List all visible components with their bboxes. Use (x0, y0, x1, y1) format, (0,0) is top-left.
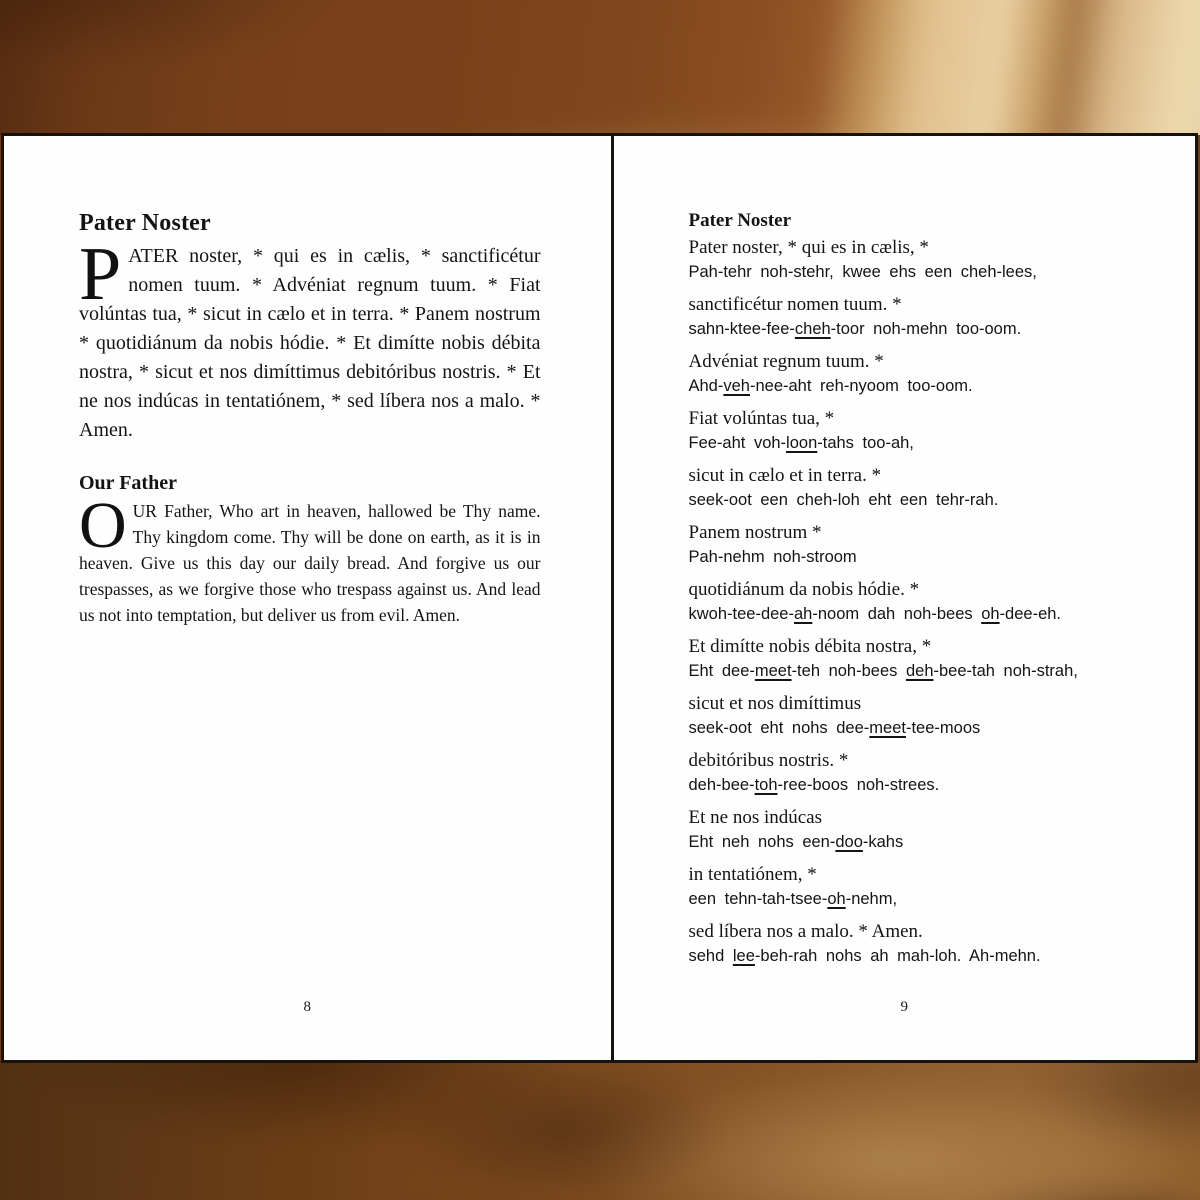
drop-cap-letter: P (79, 232, 122, 316)
verse-pair (689, 748, 1151, 798)
phonetic-segment: deh-bee- (688, 776, 755, 794)
phonetic-segment: -tee-moos (905, 719, 981, 737)
verse-pair (689, 292, 1151, 342)
phonetic-segment: Pah-nehm noh-stroom (688, 548, 857, 566)
phonetic-segment: -dee-eh. (999, 605, 1062, 623)
phonetic-segment: Eht neh nohs een- (688, 833, 836, 851)
stressed-syllable: oh (981, 605, 1000, 623)
stressed-syllable: loon (786, 434, 818, 452)
verse-latin-line: debitóribus nostris. * (688, 750, 849, 771)
phonetic-segment: kwoh-tee-dee- (688, 605, 794, 623)
phonetic-segment: -nehm, (845, 890, 898, 908)
phonetic-segment: -nee-aht reh-nyoom too-oom. (749, 377, 973, 395)
page-number-right: 9 (900, 999, 908, 1015)
english-prayer-heading: Our Father (79, 472, 177, 494)
wood-texture (0, 0, 1200, 135)
drop-cap-letter: O (79, 489, 127, 562)
verse-phonetic-line (689, 602, 1151, 627)
stressed-syllable: oh (827, 890, 846, 908)
verse-phonetic-line (689, 431, 1151, 456)
wood-table-background-bottom (0, 1061, 1200, 1200)
stressed-syllable: cheh (794, 320, 831, 338)
phonetic-segment: -beh-rah nohs ah mah-loh. Ah-mehn. (754, 947, 1041, 965)
wood-table-background-top (0, 0, 1200, 135)
verse-phonetic-line (689, 374, 1151, 399)
verse-latin-line: sicut in cælo et in terra. * (688, 465, 882, 486)
english-prayer-text: UR Father, Who art in heaven, hallowed be Thy name. Thy kingdom come. Thy will be done on earth, as it is in heaven. Give us this day our daily bread. And forgive us our trespasses, as we forgive those who trespass against us. And lead us not into temptation, but deliver us from evil. Amen. (79, 501, 541, 625)
phonetic-segment: -bee-tah noh-strah, (933, 662, 1078, 680)
verse-phonetic-line (689, 944, 1151, 969)
verse-latin-line: quotidiánum da nobis hódie. * (688, 579, 920, 600)
stressed-syllable: lee (732, 947, 755, 965)
phonetic-segment: een tehn-tah-tsee- (688, 890, 828, 908)
book-page-left (4, 136, 611, 1060)
phonetic-segment: -kahs (862, 833, 904, 851)
phonetic-segment: Pah-tehr noh-stehr, kwee ehs een cheh-lees, (688, 263, 1037, 281)
verse-latin-line: in tentatiónem, * (688, 864, 817, 885)
verse-latin-line: Panem nostrum * (688, 522, 822, 543)
verse-latin-line: Pater noster, * qui es in cælis, * (688, 237, 929, 258)
stressed-syllable: ah (793, 605, 813, 623)
phonetic-segment: Ahd- (688, 377, 724, 395)
phonetic-segment: -tahs too-ah, (817, 434, 914, 452)
latin-prayer-text: ATER noster, * qui es in cælis, * sanctificétur nomen tuum. * Advéniat regnum tuum. * Fiat volúntas tua, * sicut in cælo et in terra. * Panem nostrum * quotidiánum da nobis hódie. * Et dimítte nobis débita nostra, * sicut et nos dimíttimus debitóribus nostris. * Et ne nos indúcas in tentatiónem, * sed líbera nos a malo. * Amen. (79, 245, 541, 441)
verse-latin-line: sanctificétur nomen tuum. * (688, 294, 902, 315)
verse-pair (689, 862, 1151, 912)
verse-pair (689, 349, 1151, 399)
verse-pair (689, 406, 1151, 456)
verse-phonetic-line (689, 773, 1151, 798)
stressed-syllable: doo (835, 833, 863, 851)
latin-prayer-heading: Pater Noster (79, 210, 211, 236)
phonetic-segment: sehd (688, 947, 733, 965)
verse-phonetic-line (689, 659, 1151, 684)
phonetic-segment: seek-oot eht nohs dee- (688, 719, 870, 737)
verse-latin-line: Et dimítte nobis débita nostra, * (688, 636, 932, 657)
stressed-syllable: veh (723, 377, 750, 395)
verse-pair (689, 805, 1151, 855)
verse-pair (689, 691, 1151, 741)
phonetic-segment: -toor noh-mehn too-oom. (830, 320, 1022, 338)
english-prayer-paragraph (79, 489, 541, 628)
verse-pair (689, 919, 1151, 969)
verse-pair (689, 520, 1151, 570)
verse-phonetic-line (689, 317, 1151, 342)
verse-pair (689, 577, 1151, 627)
verse-latin-line: sed líbera nos a malo. * Amen. (688, 921, 923, 942)
verse-latin-line: Advéniat regnum tuum. * (688, 351, 884, 372)
verse-pair (689, 235, 1151, 285)
verses (689, 235, 1151, 969)
verse-phonetic-line (689, 830, 1151, 855)
book-spread (1, 133, 1198, 1063)
phonetic-segment: Eht dee- (688, 662, 755, 680)
verse-pair (689, 463, 1151, 513)
phonetic-segment: seek-oot een cheh-loh eht een tehr-rah. (688, 491, 999, 509)
verse-phonetic-line (689, 260, 1151, 285)
pronunciation-guide-heading: Pater Noster (688, 210, 792, 231)
phonetic-segment: -ree-boos noh-strees. (777, 776, 940, 794)
book-page-right (614, 136, 1196, 1060)
stressed-syllable: meet (754, 662, 792, 680)
latin-prayer-paragraph (79, 232, 541, 445)
verse-pair (689, 634, 1151, 684)
verse-phonetic-line (689, 488, 1151, 513)
verse-latin-line: Et ne nos indúcas (688, 807, 823, 828)
verse-latin-line: sicut et nos dimíttimus (688, 693, 862, 714)
phonetic-segment: -noom dah noh-bees (812, 605, 982, 623)
phonetic-segment: sahn-ktee-fee- (688, 320, 795, 338)
stressed-syllable: deh (905, 662, 934, 680)
phonetic-segment: Fee-aht voh- (688, 434, 787, 452)
phonetic-segment: -teh noh-bees (791, 662, 906, 680)
verse-phonetic-line (689, 887, 1151, 912)
stressed-syllable: meet (869, 719, 906, 737)
verse-phonetic-line (689, 716, 1151, 741)
verse-phonetic-line (689, 545, 1151, 570)
page-number-left: 8 (303, 999, 311, 1015)
stressed-syllable: toh (754, 776, 778, 794)
verse-latin-line: Fiat volúntas tua, * (688, 408, 835, 429)
wood-texture (0, 1061, 1200, 1200)
